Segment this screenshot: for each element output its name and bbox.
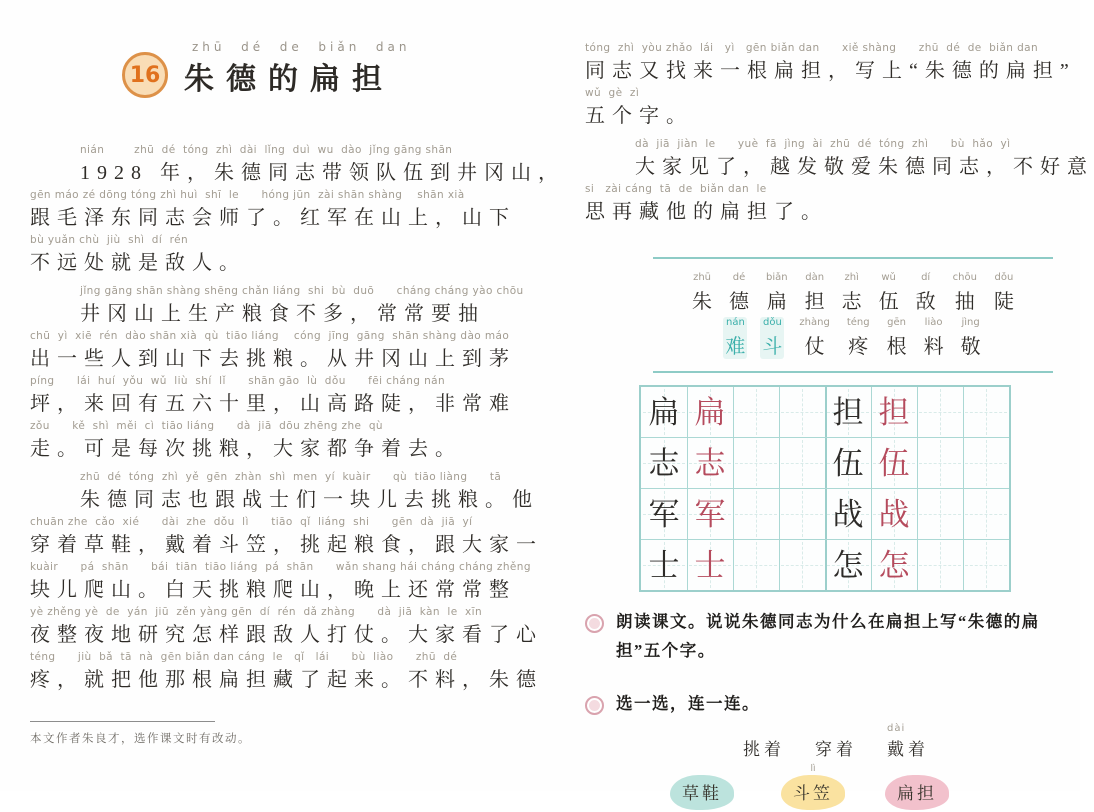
lesson-title: 朱德的扁担 [184, 63, 394, 96]
hanzi-line: 大家见了，越发敬爱朱德同志，不好意 [635, 156, 1094, 178]
word-list-item [922, 317, 946, 359]
paragraph [585, 138, 1094, 227]
text-line [30, 516, 543, 560]
model-character: 担 [832, 394, 864, 430]
verb-text: 挑着 [743, 739, 785, 759]
word-character: 疼 [848, 336, 869, 358]
page-left [30, 40, 565, 746]
word-character: 朱 [692, 291, 713, 313]
word-pinyin: zhàng [799, 317, 830, 328]
writing-practice-grid [639, 385, 1011, 592]
hanzi-line: 井冈山上生产粮食不多，常常要抽 [80, 303, 485, 325]
exercise-1-text: 朗读课文。说说朱德同志为什么在扁担上写“朱德的扁担”五个字。 [616, 612, 1040, 660]
grid-cell-model [825, 438, 872, 489]
grid-cell-model [825, 540, 872, 590]
grid-cell-empty [779, 387, 827, 438]
hanzi-line: 出一些人到山下去挑粮。从井冈山上到茅 [30, 348, 516, 370]
pinyin-line: píng lái huí yǒu wǔ liù shí lǐ shān gāo lù dǒu fēi cháng nán [30, 375, 446, 387]
pinyin-line: yè zhěng yè de yán jiū zěn yàng gēn dí rén dǎ zhàng dà jiā kàn le xīn [30, 606, 483, 618]
word-character: 根 [886, 336, 907, 358]
trace-character: 士 [694, 547, 726, 583]
hanzi-line: 块儿爬山。白天挑粮爬山，晚上还常常整 [30, 579, 516, 601]
page-right [585, 42, 1094, 812]
text-line [30, 189, 530, 233]
hanzi-line: 坪，来回有五六十里，山高路陡，非常难 [30, 393, 516, 415]
grid-cell-empty [733, 540, 780, 590]
word-list-item [992, 272, 1016, 314]
word-list-row-2 [653, 317, 1053, 359]
grid-cell-model [641, 387, 688, 438]
word-character: 敬 [960, 336, 981, 358]
grid-cell-empty [779, 540, 827, 590]
grid-cell-empty [917, 489, 964, 540]
verb-pinyin: dài [887, 722, 906, 734]
trace-character: 志 [694, 445, 726, 481]
grid-cell-trace [687, 387, 734, 438]
word-pinyin: jìng [961, 317, 980, 328]
text-line [30, 420, 530, 464]
right-page-text [585, 42, 1094, 227]
text-line [30, 606, 543, 650]
verb-text: 穿着 [815, 739, 857, 759]
word-character: 仗 [804, 336, 825, 358]
grid-cell-empty [733, 438, 780, 489]
word-character: 斗 [762, 336, 783, 358]
matching-verb [743, 723, 785, 760]
word-character: 德 [729, 291, 750, 313]
word-character: 陡 [993, 291, 1014, 313]
pinyin-line: jǐng gāng shān shàng shēng chǎn liáng shi bù duō cháng cháng yào chōu [80, 285, 524, 297]
pinyin-line: dà jiā jiàn le yuè fā jìng ài zhū dé tóng zhì bù hǎo yì [635, 138, 1011, 150]
word-list-item [727, 272, 751, 314]
noun-pinyin: lì [810, 763, 816, 774]
grid-cell-trace [687, 540, 734, 590]
grid-cell-model [825, 387, 872, 438]
paragraph [585, 42, 1076, 131]
text-line [585, 183, 1065, 227]
grid-cell-empty [733, 489, 780, 540]
word-pinyin: dǒu [994, 272, 1014, 283]
hanzi-line: 1928 年，朱德同志带领队伍到井冈山， [80, 162, 565, 184]
hanzi-line: 同志又找来一根扁担，写上“朱德的扁担” [585, 60, 1076, 82]
word-pinyin: wǔ [881, 272, 896, 283]
pinyin-line: gēn máo zé dōng tóng zhì huì shī le hóng jūn zài shān shàng shān xià [30, 189, 465, 201]
grid-cell-model [641, 489, 688, 540]
text-line [30, 234, 530, 278]
text-line [30, 375, 530, 419]
lesson-title-row [122, 40, 530, 98]
verb-pinyin [743, 723, 785, 735]
word-pinyin: zhì [844, 272, 859, 283]
model-character: 志 [648, 445, 680, 481]
word-list-item [885, 317, 909, 359]
grid-cell-trace [871, 489, 918, 540]
grid-cell-trace [687, 438, 734, 489]
hanzi-line: 朱德同志也跟战士们一块儿去挑粮。他 [80, 489, 539, 511]
word-character: 伍 [878, 291, 899, 313]
grid-cell-model [825, 489, 872, 540]
pinyin-line: zhū dé tóng zhì yě gēn zhàn shì men yí kuàir qù tiāo liàng tā [80, 471, 502, 483]
word-list-item [914, 272, 938, 314]
noun-highlight-blob: 斗笠 [781, 775, 845, 810]
hanzi-line: 思再藏他的扁担了。 [585, 201, 828, 223]
word-pinyin: chōu [952, 272, 977, 283]
grid-cell-trace [871, 540, 918, 590]
grid-cell-empty [963, 540, 1009, 590]
model-character: 伍 [832, 445, 864, 481]
model-character: 军 [648, 496, 680, 532]
word-pinyin: dí [921, 272, 931, 283]
word-list-item [951, 272, 979, 314]
text-line [30, 285, 530, 329]
model-character: 士 [648, 547, 680, 583]
grid-cell-model [641, 438, 688, 489]
trace-character: 伍 [878, 445, 910, 481]
model-character: 扁 [648, 394, 680, 430]
hanzi-line: 疼，就把他那根扁担藏了起来。不料，朱德 [30, 669, 543, 691]
exercise-1 [585, 608, 1065, 666]
word-pinyin: dǒu [763, 317, 782, 328]
word-pinyin: zhū [693, 272, 712, 283]
hanzi-line: 跟毛泽东同志会师了。红军在山上，山下 [30, 207, 516, 229]
model-character: 怎 [832, 547, 864, 583]
pinyin-line: bù yuǎn chù jiù shì dí rén [30, 234, 189, 246]
word-character: 料 [923, 336, 944, 358]
grid-cell-trace [687, 489, 734, 540]
model-character: 战 [832, 496, 864, 532]
matching-verb [815, 723, 857, 760]
hanzi-line: 穿着草鞋，戴着斗笠，挑起粮食，跟大家一 [30, 534, 543, 556]
word-list-item [760, 317, 784, 359]
pinyin-line: kuàir pá shān bái tiān tiāo liáng pá shān wǎn shang hái cháng cháng zhěng [30, 561, 531, 573]
verb-pinyin [815, 723, 857, 735]
grid-cell-empty [963, 438, 1009, 489]
paragraph [30, 471, 543, 695]
exercise-2-text: 选一选，连一连。 [616, 693, 760, 713]
hanzi-line: 不远处就是敌人。 [30, 252, 246, 274]
footnote-divider [30, 721, 215, 722]
word-pinyin: dé [732, 272, 746, 283]
word-character: 担 [804, 291, 825, 313]
hanzi-line: 五个字。 [585, 105, 693, 127]
word-pinyin: liào [924, 317, 943, 328]
noun-highlight-blob: 草鞋 [670, 775, 734, 810]
paragraph [30, 144, 565, 278]
exercise-2 [585, 690, 1065, 719]
grid-cell-empty [963, 489, 1009, 540]
word-list-item [803, 272, 827, 314]
exercise-2-badge-icon [585, 696, 604, 715]
grid-cell-empty [779, 438, 827, 489]
paragraph [30, 285, 530, 464]
footnote [30, 721, 530, 746]
trace-character: 军 [694, 496, 726, 532]
verb-text: 戴着 [887, 739, 929, 759]
text-line [30, 561, 530, 605]
grid-cell-trace [871, 438, 918, 489]
word-character: 敌 [915, 291, 936, 313]
word-character: 抽 [954, 291, 975, 313]
text-line [30, 330, 530, 374]
pinyin-line: tóng zhì yòu zhǎo lái yì gēn biǎn dan xiě shàng zhū dé de biǎn dan [585, 42, 1039, 54]
grid-cell-empty [779, 489, 827, 540]
trace-character: 战 [878, 496, 910, 532]
text-line [585, 87, 1065, 131]
word-character: 志 [841, 291, 862, 313]
lesson-title-pinyin: zhū dé de biǎn dan [192, 40, 411, 54]
pinyin-line: téng jiù bǎ tā nà gēn biǎn dan cáng le qǐ lái bù liào zhū dé [30, 651, 458, 663]
grid-cell-model [641, 540, 688, 590]
word-character: 难 [725, 336, 746, 358]
grid-cell-empty [917, 387, 964, 438]
grid-cell-empty [917, 540, 964, 590]
trace-character: 扁 [694, 394, 726, 430]
pinyin-line: chū yì xiē rén dào shān xià qù tiāo liáng cóng jīng gāng shān shàng dào máo [30, 330, 510, 342]
text-line [585, 138, 1094, 182]
matching-verbs-row [743, 723, 1065, 760]
word-list-box [653, 257, 1053, 373]
trace-character: 担 [878, 394, 910, 430]
hanzi-line: 走。可是每次挑粮，大家都争着去。 [30, 438, 462, 460]
text-line [30, 651, 543, 695]
exercise-1-badge-icon [585, 614, 604, 633]
word-list-item [959, 317, 983, 359]
matching-noun [781, 764, 845, 810]
word-list-item [764, 272, 790, 314]
matching-verb [887, 723, 929, 760]
grid-cell-empty [917, 438, 964, 489]
pinyin-line: si zài cáng tā de biǎn dan le [585, 183, 767, 195]
word-pinyin: téng [846, 317, 870, 328]
word-list-item [840, 272, 864, 314]
pinyin-line: zǒu kě shì měi cì tiāo liáng dà jiā dōu zhēng zhe qù [30, 420, 383, 432]
grid-cell-empty [733, 387, 780, 438]
word-character: 扁 [766, 291, 787, 313]
matching-nouns-row [585, 764, 1065, 812]
pinyin-line: wǔ gè zì [585, 87, 640, 99]
pinyin-line: nián zhū dé tóng zhì dài lǐng duì wu dào jǐng gāng shān [80, 144, 453, 156]
grid-cell-empty [963, 387, 1009, 438]
word-pinyin: nán [726, 317, 745, 328]
lesson-number-badge: 16 [122, 52, 168, 98]
matching-noun [885, 764, 949, 810]
matching-noun [670, 764, 734, 810]
footnote-text: 本文作者朱良才，选作课文时有改动。 [30, 733, 251, 745]
word-list-item [845, 317, 872, 359]
word-list-item [690, 272, 714, 314]
lesson-title-block [184, 40, 411, 98]
trace-character: 怎 [878, 547, 910, 583]
word-pinyin: gēn [887, 317, 906, 328]
grid-cell-trace [871, 387, 918, 438]
left-page-text [30, 144, 565, 695]
text-line [30, 471, 539, 515]
word-list-item [723, 317, 747, 359]
noun-highlight-blob: 扁担 [885, 775, 949, 810]
hanzi-line: 夜整夜地研究怎样跟敌人打仗。大家看了心 [30, 624, 543, 646]
word-pinyin: dàn [805, 272, 825, 283]
pinyin-line: chuān zhe cǎo xié dài zhe dǒu lì tiāo qǐ liáng shi gēn dà jiā yí [30, 516, 473, 528]
word-list-item [877, 272, 901, 314]
word-list-row-1 [653, 272, 1053, 314]
text-line [30, 144, 565, 188]
word-list-item [797, 317, 831, 359]
word-pinyin: biǎn [766, 272, 788, 283]
text-line [585, 42, 1076, 86]
